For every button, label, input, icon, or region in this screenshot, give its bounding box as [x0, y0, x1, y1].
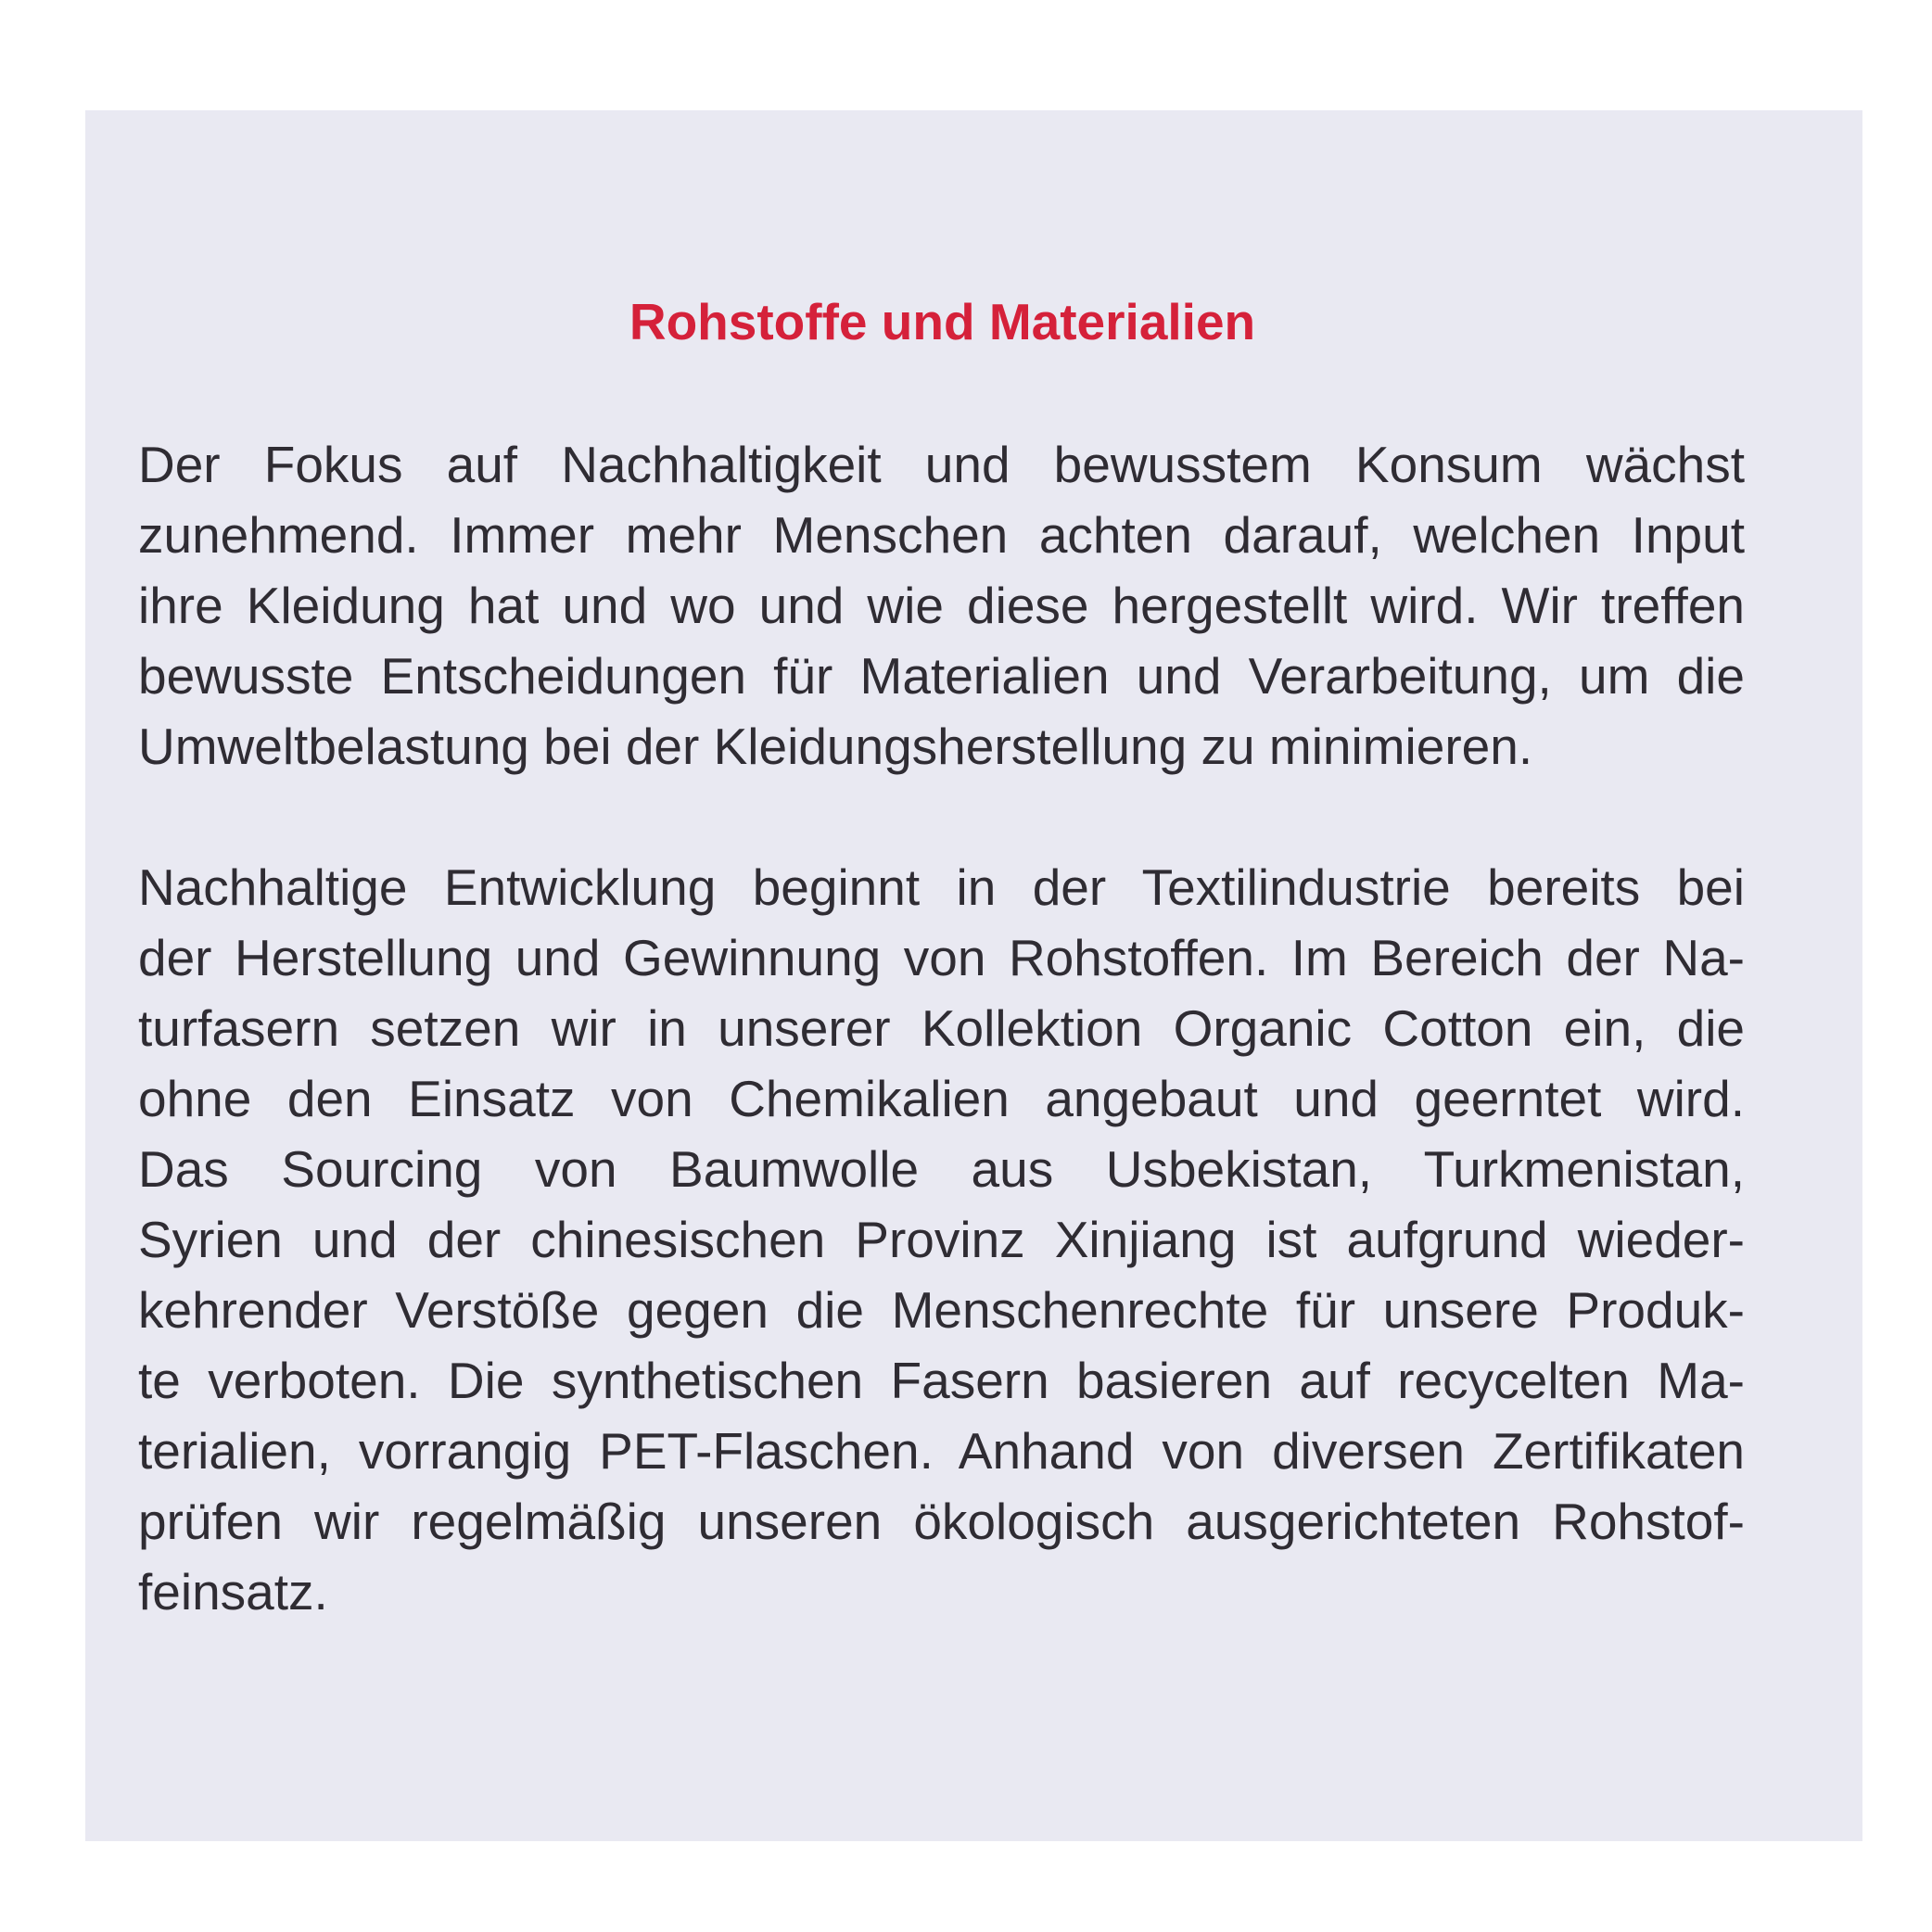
paragraph-line: terialien, vorrangig PET-Flaschen. Anhand von diversen Zertifikaten [138, 1422, 1745, 1480]
paragraph-raw-materials [138, 852, 1745, 1627]
paragraph-line: der Herstellung und Gewinnung von Rohstoffen. Im Bereich der Na- [138, 929, 1745, 986]
section-title: Rohstoffe und Materialien [629, 293, 1256, 350]
paragraph-sustainability [138, 429, 1745, 782]
paragraph-line: zunehmend. Immer mehr Menschen achten darauf, welchen Input [138, 506, 1745, 564]
paragraph-line: ohne den Einsatz von Chemikalien angebaut und geerntet wird. [138, 1070, 1745, 1127]
paragraph-line: turfasern setzen wir in unserer Kollektion Organic Cotton ein, die [138, 999, 1745, 1057]
paragraph-line: prüfen wir regelmäßig unseren ökologisch ausgerichteten Rohstof- [138, 1493, 1745, 1550]
paragraph-line: feinsatz. [138, 1563, 328, 1621]
paragraph-line: Nachhaltige Entwicklung beginnt in der Textilindustrie bereits bei [138, 858, 1745, 916]
paragraph-line: te verboten. Die synthetischen Fasern basieren auf recycelten Ma- [138, 1352, 1745, 1409]
paragraph-line: Das Sourcing von Baumwolle aus Usbekistan, Turkmenistan, [138, 1140, 1745, 1198]
paragraph-line: ihre Kleidung hat und wo und wie diese hergestellt wird. Wir treffen [138, 577, 1745, 634]
paragraph-line: kehrender Verstöße gegen die Menschenrechte für unsere Produk- [138, 1281, 1745, 1339]
paragraph-line: bewusste Entscheidungen für Materialien und Verarbeitung, um die [138, 647, 1745, 705]
paragraph-line: Umweltbelastung bei der Kleidungsherstellung zu minimieren. [138, 718, 1533, 775]
paragraph-line: Der Fokus auf Nachhaltigkeit und bewusstem Konsum wächst [138, 436, 1745, 493]
paragraph-line: Syrien und der chinesischen Provinz Xinjiang ist aufgrund wieder- [138, 1211, 1745, 1268]
